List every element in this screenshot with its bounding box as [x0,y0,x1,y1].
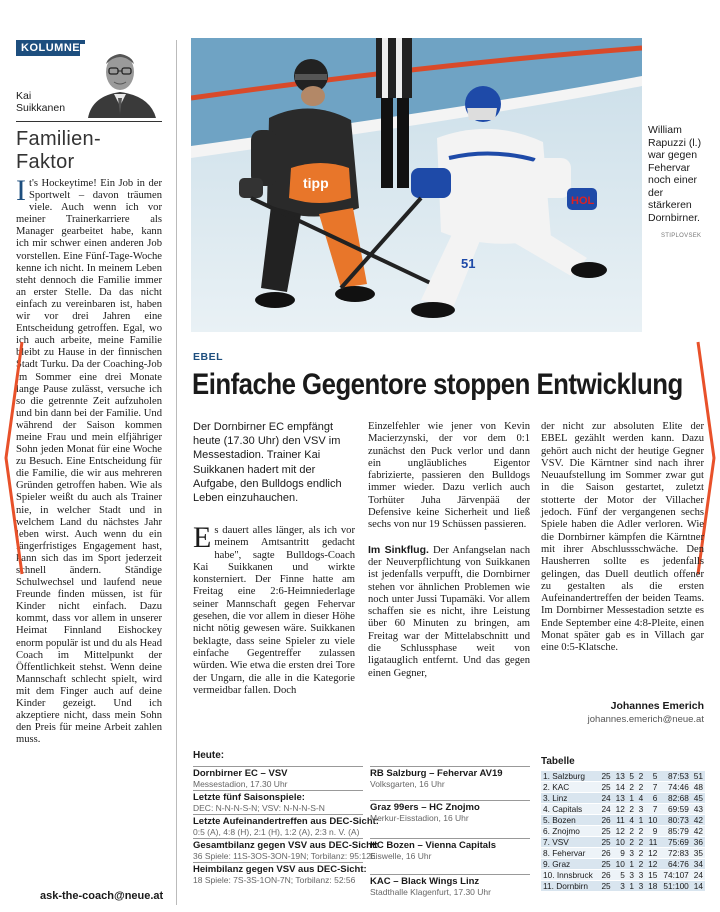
standings-value: 74:46 [659,782,690,793]
column-author-first: Kai [16,90,32,102]
article-column-1 [193,521,355,697]
standings-value: 12 [645,859,659,870]
author-portrait [80,44,162,118]
total-record-title: Gesamtbilanz gegen VSV aus DEC-Sicht: [193,840,379,851]
standings-team: 7. VSV [541,837,599,848]
standings-value: 2 [636,826,645,837]
jersey-number: 51 [461,256,476,271]
standings-value: 25 [599,837,613,848]
standings-value: 43 [691,804,705,815]
article-author-email[interactable]: johannes.emerich@neue.at [587,714,704,725]
standings-value: 2 [636,837,645,848]
previous-page-arrow-icon[interactable] [2,338,26,578]
standings-value: 35 [691,848,705,859]
standings-value: 74:107 [659,870,690,881]
standings-value: 18 [645,881,659,892]
photo-credit: STIPLOVSEK [661,233,702,239]
standings-row [541,815,705,826]
standings-value: 51 [691,771,705,782]
standings-value: 1 [627,859,636,870]
other-game-title: KAC – Black Wings Linz [370,876,480,887]
standings-table [541,771,705,892]
main-game [193,766,363,789]
standings-value: 45 [691,793,705,804]
home-record [193,862,367,885]
standings-team: 11. Dornbirn [541,881,599,892]
column-separator [176,40,177,905]
standings-team: 8. Fehervar [541,848,599,859]
article-paragraph-1: s dauert alles länger, als ich vor meinem Amtsantritt gedacht habe", sagte Bulldogs-Coach Kai Suikkanen und wirkte konsterniert. Der Finne hatte am Freitag eine 2:6-Heimniederlage seiner Mannschaft gegen Fehervar gesehen, die vor allem in dieser Höhe nicht nötig gewesen wäre. Suikkanen beklagte, dass seine Spieler zu viele einfache Gegentreffer zulassen würden. Wie etwa die ersten drei Tore der Ungarn, die alle in die Kategorie vermeidbar fallen. Doch [193,525,355,696]
standings-value: 80:73 [659,815,690,826]
standings-title: Tabelle [541,756,575,767]
standings-value: 25 [599,782,613,793]
article-author: Johannes Emerich [610,700,704,712]
hockey-photo [191,38,642,332]
standings-value: 36 [691,837,705,848]
standings-row [541,771,705,782]
standings-value: 82:68 [659,793,690,804]
standings-value: 87:53 [659,771,690,782]
standings-value: 12 [613,804,627,815]
standings-value: 4 [636,793,645,804]
standings-value: 4 [627,815,636,826]
head-to-head [193,814,379,837]
standings-team: 9. Graz [541,859,599,870]
standings-value: 5 [613,870,627,881]
standings-team: 10. Innsbruck [541,870,599,881]
standings-value: 26 [599,815,613,826]
article-subheading: Im Sinkflug. [368,543,429,556]
standings-row [541,826,705,837]
standings-value: 34 [691,859,705,870]
standings-row [541,804,705,815]
standings-value: 10 [613,859,627,870]
article-kicker: EBEL [193,351,224,363]
standings-value: 1 [627,881,636,892]
standings-value: 12 [645,848,659,859]
standings-team: 5. Bozen [541,815,599,826]
standings-value: 12 [613,826,627,837]
standings-value: 42 [691,815,705,826]
standings-value: 13 [613,793,627,804]
standings-value: 2 [636,782,645,793]
standings-value: 25 [599,771,613,782]
standings-value: 3 [613,881,627,892]
standings-value: 5 [627,771,636,782]
standings-value: 26 [599,870,613,881]
other-game [370,800,530,823]
standings-row [541,859,705,870]
standings-value: 24 [599,793,613,804]
standings-team: 2. KAC [541,782,599,793]
column-title [16,128,166,174]
standings-value: 10 [645,815,659,826]
head-to-head-title: Letzte Aufeinandertreffen aus DEC-Sicht: [193,816,379,827]
standings-value: 2 [636,859,645,870]
hockey-photo-illustration [191,38,642,332]
standings-value: 2 [627,782,636,793]
standings-value: 2 [627,826,636,837]
standings-value: 25 [599,881,613,892]
jersey-sponsor-left: tipp [303,175,329,191]
article-paragraph-3 [368,544,530,680]
standings-row [541,793,705,804]
main-game-title: Dornbirner EC – VSV [193,768,288,779]
standings-value: 25 [599,859,613,870]
standings-value: 85:79 [659,826,690,837]
standings-value: 2 [636,848,645,859]
standings-value: 3 [636,804,645,815]
head-to-head-value: 0:5 (A), 4:8 (H), 2:1 (H), 1:2 (A), 2:3 n. V. (A) [193,827,360,837]
column-email-link[interactable]: ask-the-coach@neue.at [40,890,164,902]
last-five-games [193,790,363,813]
other-game [370,838,530,861]
standings-row [541,782,705,793]
today-label: Heute: [193,750,225,761]
standings-row [541,848,705,859]
standings-value: 1 [627,793,636,804]
column-label: KOLUMNE [16,40,85,56]
standings-value: 10 [613,837,627,848]
total-record-value: 36 Spiele: 11S-3OS-3ON-19N; Torbilanz: 95:126 [193,851,376,861]
standings-row [541,870,705,881]
article-dropcap: E [193,521,212,554]
article-lead: Der Dornbirner EC empfängt heute (17.30 Uhr) den VSV im Messestadion. Trainer Kai Suikkanen hadert mit der Aufgabe, den Bulldogs endlich Leben einzuhauchen. [193,421,342,505]
standings-value: 9 [645,826,659,837]
article-paragraph-2: Einzelfehler wie jener von Kevin Macierzynski, der vor dem 0:1 zunächst den Puck verlor und dann ein ungläubliches Eigentor fabrizierte, passieren den Bulldogs immer wieder. Dazu verlich auch Torhüter Juha Järvenpää der Defensive keine Sicherheit und ließ sechs von nur 19 Schüssen passieren. [368,421,530,531]
column-author-last: Suikkanen [16,102,66,114]
column-divider [16,121,162,122]
other-game-venue: Stadthalle Klagenfurt, 17.30 Uhr [370,887,491,897]
article-column-3 [541,421,704,655]
article-column-2 [368,421,530,680]
column-author [16,90,65,114]
standings-team: 4. Capitals [541,804,599,815]
standings-value: 42 [691,826,705,837]
column-dropcap: I [16,174,26,207]
article-headline: Einfache Gegentore stoppen Entwicklung [192,368,683,401]
standings-value: 1 [636,815,645,826]
standings-value: 6 [645,793,659,804]
standings-value: 24 [599,804,613,815]
standings-value: 25 [599,826,613,837]
standings-value: 3 [627,848,636,859]
article-paragraph-4: der nicht zur absoluten Elite der EBEL gezählt werden kann. Dazu gehört auch nicht der heutige Gegner VSV. Die Kärntner sind nach ihrer Neuaufstellung im Sommer zwar gut in die Saison gestartet, zuletzt stotterte der Motor der Villacher jedoch. Fünf der vergangenen sechs Spiele haben die Adler verloren. Wie die Dornbirner kämpfen die Kärntner mit ihrer Abschlussschwäche. Den Hausherren sollte es jedenfalls gelingen, das Duell deutlich offener zu gestalten als die ersten Aufeinandertreffen der beiden Teams. Im Dornbirner Messestadion setzte es Ende September eine 4:8-Pleite, einen Monat später gab es in Villach gar eine 0:5-Klatsche. [541,421,704,654]
standings-value: 3 [627,870,636,881]
last-five-title: Letzte fünf Saisonspiele: [193,792,305,803]
article-paragraph-3-text: Der Anfangselan nach der Neuverpflichtung von Suikkanen ist jedenfalls verpufft, die Dornbirner stehen vor ähnlichen Problemen wie noch unter Jussi Tupamäki. Vor allem schaffen sie es nicht, ihre Leistung über 60 Minuten zu bringen, am Freitag war der Mittelabschnitt und die Schlussphase weit von ligatauglich entfernt. Und das gegen einen Gegner, [368,544,530,679]
standings-value: 13 [613,771,627,782]
standings-value: 7 [645,782,659,793]
standings-value: 3 [636,870,645,881]
standings-team: 1. Salzburg [541,771,599,782]
photo-caption: William Rapuzzi (l.) war gegen Fehervar noch einer der stärkeren Dornbirner. [648,124,702,224]
other-game [370,874,530,897]
other-game-venue: Eiswelle, 16 Uhr [370,851,432,861]
standings-value: 9 [613,848,627,859]
other-game-venue: Merkur-Eisstadion, 16 Uhr [370,813,469,823]
standings-value: 26 [599,848,613,859]
column-title-line1: Familien- [16,128,101,150]
standings-value: 2 [636,771,645,782]
column-body-text: t's Hockeytime! Ein Job in der Sportwelt – davon träumen viele. Auch wenn ich vor meiner Trainerkarriere als Manager gearbeitet habe, kann ich mir schwer einen anderen Job vorstellen. Eine Fünf-Tage-Woche kenne ich nicht. In meinem Leben steht dennoch die Familie immer an erster Stelle. Da das nicht einfach zu vereinbaren ist, haben wir vor drei Jahren eine Entscheidung getroffen. Egal, wo ich auch arbeite, meine Familie bleibt zu Hause in der finnischen Stadt Turku. Da der Coaching-Job im Sommer eine drei Monate lange Pause zulässt, versuche ich so die getrennte Zeit aufzuholen und bin dann bei der Familie. Und während der Saison kommen meine Frau und mein elfjähriger Sohn jeden Monat für eine Woche zu Besuch. Eine Entscheidung für die Familie, die wir aus mehreren Gründen getroffen haben. Wie als Spieler weißt du auch als Trainer nie, in welcher Stadt und in welchem Land du nächstes Jahr leben wirst. Auch wenn du ein längerfristiges Engagement hast, kann sich das im Sport jederzeit schnell ändern. Ständige Schulwechsel und laufend neue Freunde finden müssen, ist für Kinder nicht einfach. Dazu kommt, dass vor allem in unserer Heimat Finnland Eishockey enorm populär ist und du als Head Coach im Mittelpunkt der Öffentlichkeit stehst. Wenn deine Mannschaft schlecht spielt, wird mit dem Finger auch auf deine Kinder gezeigt. Und ich akzeptiere nicht, dass mein Sohn den Preis für meine Arbeit zahlen muss. [16,178,162,746]
standings-value: 69:59 [659,804,690,815]
standings-value: 64:76 [659,859,690,870]
home-record-title: Heimbilanz gegen VSV aus DEC-Sicht: [193,864,367,875]
standings-value: 2 [627,837,636,848]
column-title-line2: Faktor [16,151,75,173]
other-game-title: Graz 99ers – HC Znojmo [370,802,480,813]
standings-value: 5 [645,771,659,782]
standings-value: 24 [691,870,705,881]
standings-value: 7 [645,804,659,815]
other-game-title: HC Bozen – Vienna Capitals [370,840,496,851]
other-game [370,766,530,789]
standings-value: 48 [691,782,705,793]
last-five-value: DEC: N-N-N-S-N; VSV: N-N-N-S-N [193,803,325,813]
home-record-value: 18 Spiele: 7S-3S-1ON-7N; Torbilanz: 52:56 [193,875,356,885]
standings-row [541,881,705,892]
standings-value: 14 [613,782,627,793]
standings-row [541,837,705,848]
standings-value: 11 [613,815,627,826]
main-game-venue: Messestadion, 17.30 Uhr [193,779,288,789]
standings-value: 72:83 [659,848,690,859]
standings-value: 11 [645,837,659,848]
column-body [16,174,162,746]
standings-value: 51:100 [659,881,690,892]
standings-value: 14 [691,881,705,892]
jersey-sponsor-right: HOL [571,195,595,207]
standings-value: 3 [636,881,645,892]
standings-value: 2 [627,804,636,815]
total-record [193,838,379,861]
standings-team: 6. Znojmo [541,826,599,837]
standings-value: 75:69 [659,837,690,848]
other-game-title: RB Salzburg – Fehervar AV19 [370,768,503,779]
other-game-venue: Volksgarten, 16 Uhr [370,779,445,789]
standings-team: 3. Linz [541,793,599,804]
standings-value: 15 [645,870,659,881]
